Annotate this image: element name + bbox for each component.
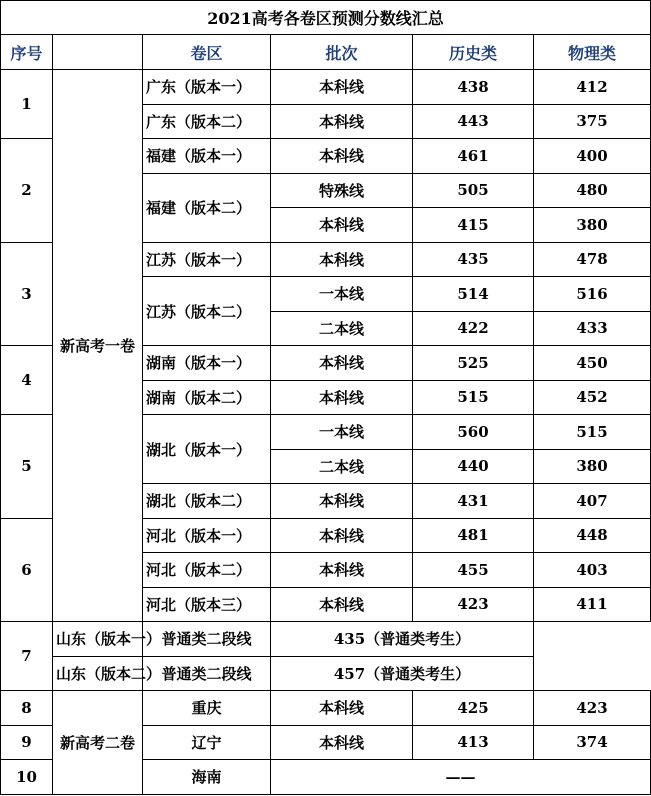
header-region: 卷区 — [143, 35, 271, 70]
region-cell: 重庆 — [143, 691, 271, 726]
header-batch: 批次 — [271, 35, 413, 70]
row-index: 7 — [1, 622, 53, 691]
physics-cell: 452 — [534, 380, 651, 415]
history-cell: 413 — [413, 725, 534, 760]
batch-cell: 本科线 — [271, 208, 413, 243]
batch-cell: 本科线 — [271, 484, 413, 519]
batch-cell: 普通类二段线 — [143, 622, 271, 657]
physics-cell: 448 — [534, 518, 651, 553]
batch-cell: 本科线 — [271, 691, 413, 726]
physics-cell: 412 — [534, 70, 651, 105]
row-index: 3 — [1, 242, 53, 346]
batch-cell: 普通类二段线 — [143, 656, 271, 691]
header-physics: 物理类 — [534, 35, 651, 70]
title-row — [1, 1, 651, 35]
physics-cell: 423 — [534, 691, 651, 726]
batch-cell: 二本线 — [271, 449, 413, 484]
batch-cell: 二本线 — [271, 311, 413, 346]
row-index: 5 — [1, 415, 53, 519]
batch-cell: 一本线 — [271, 277, 413, 312]
history-cell: 422 — [413, 311, 534, 346]
history-cell: 443 — [413, 104, 534, 139]
region-cell: 广东（版本一） — [143, 70, 271, 105]
region-cell: 辽宁 — [143, 725, 271, 760]
table-title: 2021高考各卷区预测分数线汇总 — [1, 1, 651, 35]
row-index: 4 — [1, 346, 53, 415]
history-cell: 423 — [413, 587, 534, 622]
group-label: 新高考二卷 — [53, 691, 143, 795]
region-cell: 福建（版本一） — [143, 139, 271, 174]
batch-cell: 本科线 — [271, 242, 413, 277]
region-cell: 河北（版本三） — [143, 587, 271, 622]
row-index: 2 — [1, 139, 53, 243]
physics-cell: 480 — [534, 173, 651, 208]
history-cell: 438 — [413, 70, 534, 105]
history-cell: 435 — [413, 242, 534, 277]
region-cell: 广东（版本二） — [143, 104, 271, 139]
batch-cell: 本科线 — [271, 518, 413, 553]
batch-cell: 本科线 — [271, 553, 413, 588]
history-cell: 440 — [413, 449, 534, 484]
header-history: 历史类 — [413, 35, 534, 70]
physics-cell: 375 — [534, 104, 651, 139]
history-cell: 425 — [413, 691, 534, 726]
physics-cell: 400 — [534, 139, 651, 174]
table-row — [1, 70, 651, 105]
batch-cell: 一本线 — [271, 415, 413, 450]
batch-cell: 本科线 — [271, 104, 413, 139]
row-index: 1 — [1, 70, 53, 139]
header-group — [53, 35, 143, 70]
region-cell: 福建（版本二） — [143, 173, 271, 242]
combined-score-cell: 435（普通类考生） — [271, 622, 534, 657]
physics-cell: 450 — [534, 346, 651, 381]
physics-cell: 374 — [534, 725, 651, 760]
history-cell: 481 — [413, 518, 534, 553]
header-row — [1, 35, 651, 70]
history-cell: 560 — [413, 415, 534, 450]
physics-cell: 380 — [534, 449, 651, 484]
table-row — [1, 622, 651, 657]
table-row — [1, 691, 651, 726]
physics-cell: 478 — [534, 242, 651, 277]
region-cell: 河北（版本一） — [143, 518, 271, 553]
batch-cell: 本科线 — [271, 725, 413, 760]
physics-cell: 407 — [534, 484, 651, 519]
history-cell: 515 — [413, 380, 534, 415]
batch-cell: 本科线 — [271, 70, 413, 105]
region-cell: 山东（版本一） — [53, 622, 143, 657]
batch-cell: 本科线 — [271, 380, 413, 415]
region-cell: 海南 — [143, 760, 271, 795]
history-cell: 415 — [413, 208, 534, 243]
region-cell: 湖南（版本一） — [143, 346, 271, 381]
combined-score-cell: —— — [271, 760, 651, 795]
physics-cell: 515 — [534, 415, 651, 450]
batch-cell: 本科线 — [271, 139, 413, 174]
region-cell: 湖南（版本二） — [143, 380, 271, 415]
history-cell: 461 — [413, 139, 534, 174]
row-index: 6 — [1, 518, 53, 622]
row-index: 10 — [1, 760, 53, 795]
region-cell: 湖北（版本一） — [143, 415, 271, 484]
physics-cell: 433 — [534, 311, 651, 346]
batch-cell: 特殊线 — [271, 173, 413, 208]
physics-cell: 380 — [534, 208, 651, 243]
row-index: 9 — [1, 725, 53, 760]
history-cell: 505 — [413, 173, 534, 208]
physics-cell: 403 — [534, 553, 651, 588]
physics-cell: 411 — [534, 587, 651, 622]
row-index: 8 — [1, 691, 53, 726]
group-label: 新高考一卷 — [53, 70, 143, 622]
batch-cell: 本科线 — [271, 587, 413, 622]
history-cell: 514 — [413, 277, 534, 312]
header-index: 序号 — [1, 35, 53, 70]
region-cell: 江苏（版本二） — [143, 277, 271, 346]
combined-score-cell: 457（普通类考生） — [271, 656, 534, 691]
physics-cell: 516 — [534, 277, 651, 312]
region-cell: 湖北（版本二） — [143, 484, 271, 519]
table-row — [1, 656, 651, 691]
region-cell: 山东（版本二） — [53, 656, 143, 691]
region-cell: 河北（版本二） — [143, 553, 271, 588]
batch-cell: 本科线 — [271, 346, 413, 381]
region-cell: 江苏（版本一） — [143, 242, 271, 277]
history-cell: 455 — [413, 553, 534, 588]
history-cell: 431 — [413, 484, 534, 519]
history-cell: 525 — [413, 346, 534, 381]
